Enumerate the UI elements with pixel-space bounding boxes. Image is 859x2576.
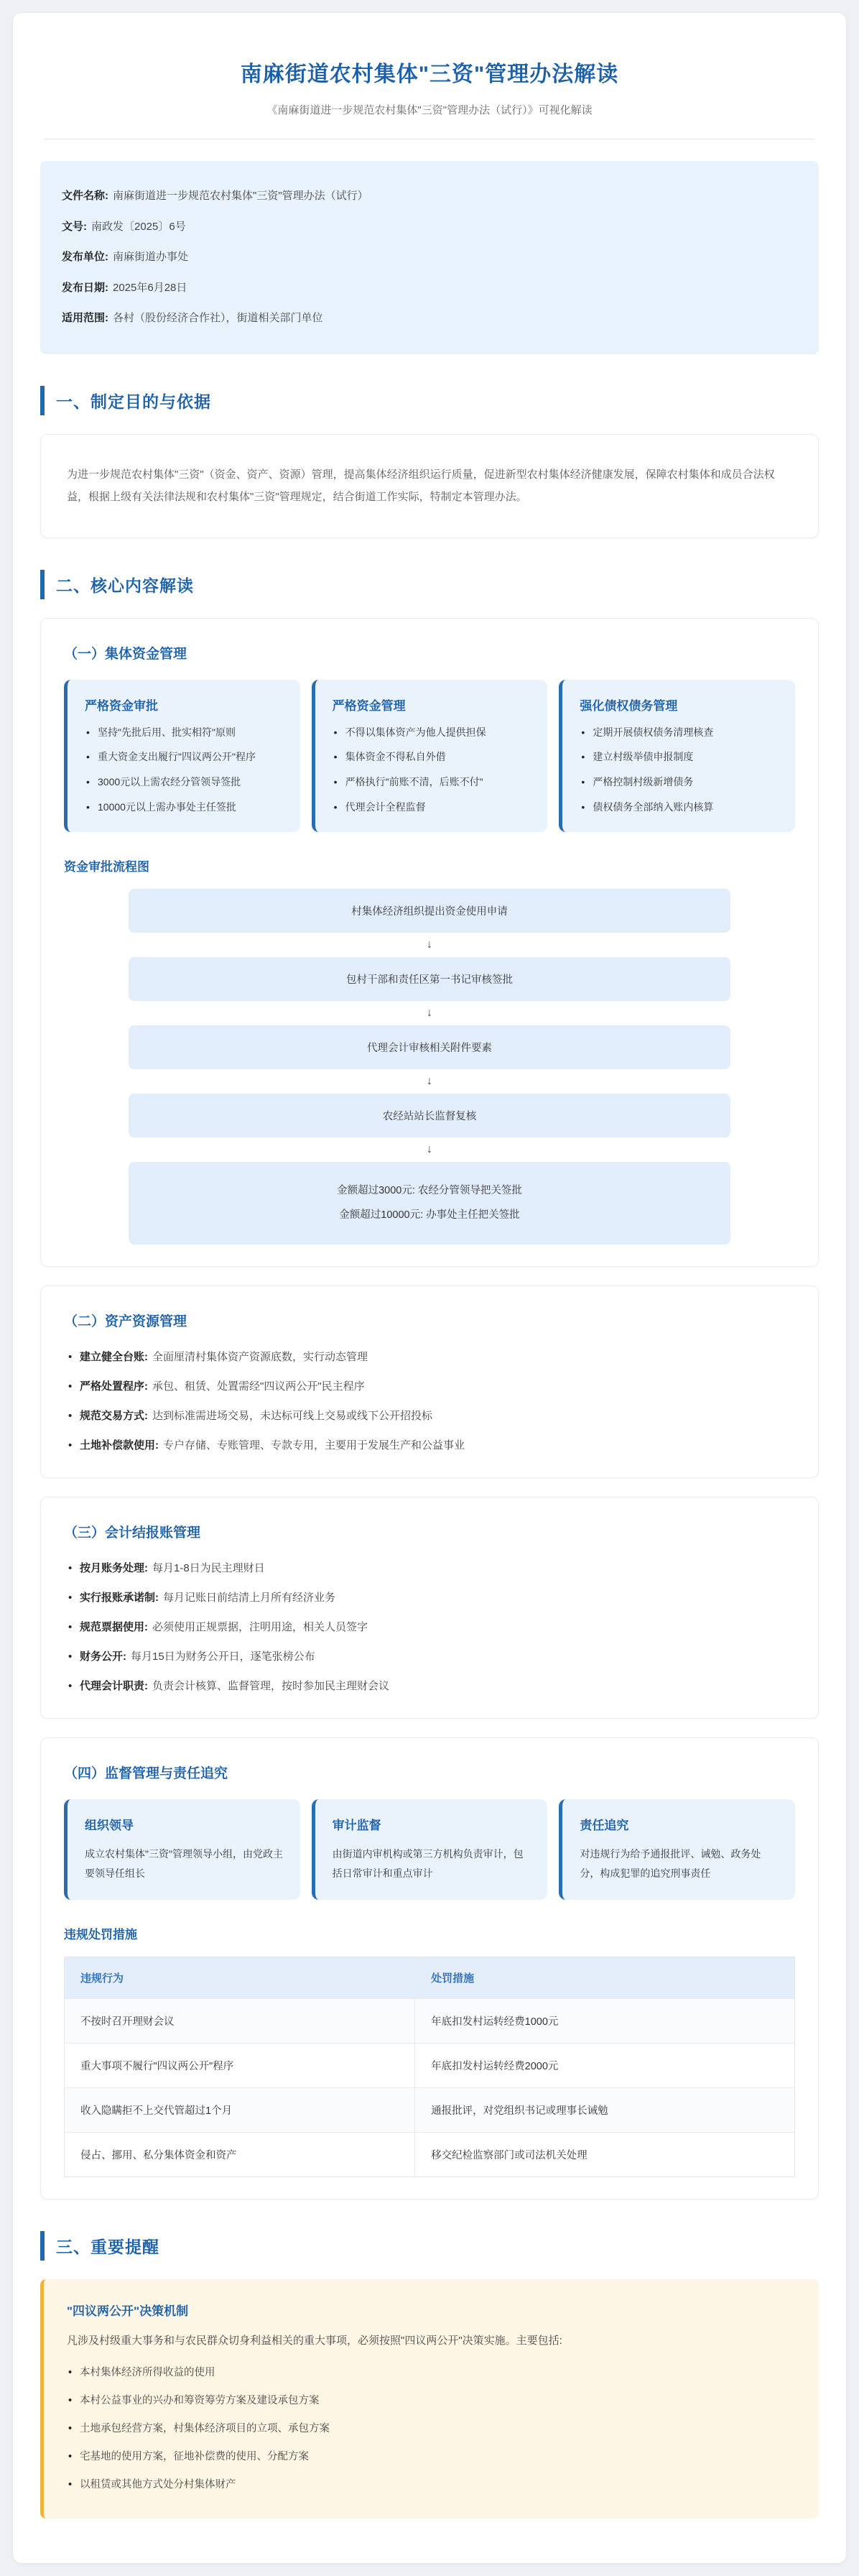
list-item [67, 1619, 792, 1636]
arrow-down-icon: ↓ [427, 1075, 432, 1088]
accounting-bullet-list [64, 1559, 795, 1696]
card-fund-control [312, 680, 548, 833]
arrow-down-icon: ↓ [427, 938, 432, 951]
purpose-paragraph: 为进一步规范农村集体"三资"（资金、资产、资源）管理，提高集体经济组织运行质量，促进新型农村集体经济健康发展，保障农村集体和成员合法权益，根据上级有关法律法规和农村集体"三资"管理规定，结合街道工作实际，特制定本管理办法。 [67, 468, 775, 503]
card-text: 对违规行为给予通报批评、诫勉、政务处分，构成犯罪的追究刑事责任 [580, 1847, 761, 1879]
card-title: 严格资金管理 [332, 698, 406, 713]
arrow-down-icon: ↓ [427, 1143, 432, 1156]
list-item: • 3000元以上需农经分管领导签批 [85, 775, 284, 790]
list-item: • 建立村级举债申报制度 [580, 749, 779, 765]
supervision-panel [40, 1737, 819, 2199]
table-row [65, 1999, 795, 2044]
item-text: 每月记账日前结清上月所有经济业务 [163, 1591, 336, 1604]
info-value: 南麻街道进一步规范农村集体"三资"管理办法（试行） [113, 190, 368, 202]
card-title: 审计监督 [332, 1818, 381, 1832]
section-header-3 [40, 2231, 819, 2261]
card-bullet-list [85, 725, 284, 816]
item-label: 严格处置程序: [80, 1380, 148, 1393]
list-item: • 宅基地的使用方案，征地补偿费的使用、分配方案 [67, 2449, 796, 2465]
notice-bullet-list [67, 2365, 796, 2494]
flow-step-1: 村集体经济组织提出资金使用申请 [129, 889, 730, 933]
cell-punishment: 通报批评，对党组织书记或理事长诫勉 [415, 2088, 795, 2133]
item-label: 代理会计职责: [80, 1679, 148, 1692]
cell-punishment: 年底扣发村运转经费1000元 [415, 1999, 795, 2044]
item-text: 必须使用正规票据，注明用途，相关人员签字 [152, 1620, 368, 1633]
arrow-down-icon: ↓ [427, 1007, 432, 1020]
info-value: 南政发〔2025〕6号 [91, 220, 186, 233]
column-header-violation: 违规行为 [65, 1957, 415, 1999]
list-item [67, 1349, 792, 1366]
table-header-row [65, 1957, 795, 1999]
list-item [67, 1589, 792, 1607]
list-item [67, 1648, 792, 1666]
list-item [67, 1378, 792, 1395]
document-info-box [40, 161, 819, 354]
info-row-doc-number [62, 212, 797, 243]
card-title: 严格资金审批 [85, 698, 158, 713]
flow-step-3: 代理会计审核相关附件要素 [129, 1025, 730, 1069]
list-item: • 10000元以上需办事处主任签批 [85, 800, 284, 816]
info-row-issuer [62, 242, 797, 273]
cell-violation: 不按时召开理财会议 [65, 1999, 415, 2044]
column-header-punishment: 处罚措施 [415, 1957, 795, 1999]
page-subtitle: 《南麻街道进一步规范农村集体"三资"管理办法（试行）》可视化解读 [266, 104, 593, 116]
accounting-panel [40, 1497, 819, 1719]
approval-flowchart [129, 889, 730, 1245]
punishment-table-title: 违规处罚措施 [64, 1928, 137, 1942]
info-value: 2025年6月28日 [113, 281, 187, 294]
item-label: 土地补偿款使用: [80, 1439, 159, 1451]
cell-violation: 侵占、挪用、私分集体资金和资产 [65, 2133, 415, 2177]
item-text: 达到标准需进场交易，未达标可线上交易或线下公开招投标 [152, 1409, 433, 1422]
list-item: • 严格控制村级新增债务 [580, 775, 779, 790]
list-item: • 债权债务全部纳入账内核算 [580, 800, 779, 816]
item-text: 全面厘清村集体资产资源底数，实行动态管理 [152, 1350, 368, 1363]
subsection-title-supervision: （四）监督管理与责任追究 [64, 1765, 228, 1781]
item-label: 财务公开: [80, 1650, 126, 1663]
section-title-purpose: 一、制定目的与依据 [56, 392, 211, 411]
list-item: • 定期开展债权债务清理核查 [580, 725, 779, 741]
card-debt-management [559, 680, 795, 833]
list-item [67, 1408, 792, 1425]
notice-intro: 凡涉及村级重大事务和与农民群众切身利益相关的重大事项，必须按照"四议两公开"决策实施。主要包括: [67, 2335, 562, 2348]
purpose-panel [40, 434, 819, 538]
info-label: 发布日期: [62, 281, 108, 294]
info-row-issue-date [62, 273, 797, 304]
fund-cards-grid [64, 680, 795, 833]
info-row-scope [62, 303, 797, 334]
card-bullet-list [333, 725, 532, 816]
assets-panel [40, 1285, 819, 1478]
flow-step-2: 包村干部和责任区第一书记审核签批 [129, 957, 730, 1001]
item-label: 规范交易方式: [80, 1409, 148, 1422]
reminder-notice-box [40, 2279, 819, 2518]
item-text: 承包、租赁、处置需经"四议两公开"民主程序 [152, 1380, 365, 1393]
cell-punishment: 年底扣发村运转经费2000元 [415, 2044, 795, 2088]
list-item: • 本村公益事业的兴办和筹资筹劳方案及建设承包方案 [67, 2393, 796, 2409]
info-label: 文件名称: [62, 190, 108, 202]
subsection-title-accounting: （三）会计结报账管理 [64, 1525, 201, 1541]
cell-violation: 收入隐瞒拒不上交代管超过1个月 [65, 2088, 415, 2133]
item-text: 每月15日为财务公开日，逐笔张榜公布 [131, 1650, 315, 1663]
table-row [65, 2133, 795, 2177]
table-row [65, 2044, 795, 2088]
list-item: • 集体资金不得私自外借 [333, 749, 532, 765]
info-label: 适用范围: [62, 312, 108, 324]
flow-step-4: 农经站站长监督复核 [129, 1094, 730, 1137]
section-header-2 [40, 570, 819, 599]
section-title-core-content: 二、核心内容解读 [56, 576, 194, 595]
cell-punishment: 移交纪检监察部门或司法机关处理 [415, 2133, 795, 2177]
list-item [67, 1437, 792, 1454]
card-title: 组织领导 [85, 1818, 134, 1832]
flow-final-line-1: 金额超过3000元: 农经分管领导把关签批 [337, 1185, 522, 1197]
list-item: • 土地承包经营方案，村集体经济项目的立项、承包方案 [67, 2421, 796, 2437]
flow-final-line-2: 金额超过10000元: 办事处主任把关签批 [339, 1209, 520, 1221]
item-label: 建立健全台账: [80, 1350, 148, 1363]
card-accountability [559, 1799, 795, 1900]
page-title: 南麻街道农村集体"三资"管理办法解读 [240, 63, 619, 86]
item-label: 按月账务处理: [80, 1561, 148, 1574]
list-item: • 代理会计全程监督 [333, 800, 532, 816]
subsection-title-fund: （一）集体资金管理 [64, 646, 187, 662]
info-value: 各村（股份经济合作社），街道相关部门单位 [113, 312, 323, 324]
list-item: • 不得以集体资产为他人提供担保 [333, 725, 532, 741]
list-item: • 严格执行"前账不清，后账不付" [333, 775, 532, 790]
supervision-cards-grid [64, 1799, 795, 1900]
info-label: 文号: [62, 220, 87, 233]
info-row-file-name [62, 181, 797, 212]
info-value: 南麻街道办事处 [113, 251, 189, 263]
list-item: • 坚持"先批后用、批实相符"原则 [85, 725, 284, 741]
list-item: • 重大资金支出履行"四议两公开"程序 [85, 749, 284, 765]
flow-step-final [129, 1162, 730, 1245]
card-text: 成立农村集体"三资"管理领导小组，由党政主要领导任组长 [85, 1847, 283, 1879]
list-item [67, 1678, 792, 1695]
document-card [13, 13, 846, 2563]
card-text: 由街道内审机构或第三方机构负责审计，包括日常审计和重点审计 [332, 1847, 524, 1879]
list-item: • 以租赁或其他方式处分村集体财产 [67, 2477, 796, 2493]
item-label: 实行报账承诺制: [80, 1591, 159, 1604]
card-bullet-list [580, 725, 779, 816]
item-text: 每月1-8日为民主理财日 [152, 1561, 265, 1574]
list-item [67, 1560, 792, 1577]
info-label: 发布单位: [62, 251, 108, 263]
item-text: 专户存储、专账管理、专款专用，主要用于发展生产和公益事业 [163, 1439, 465, 1451]
fund-management-panel [40, 618, 819, 1267]
assets-bullet-list [64, 1347, 795, 1456]
table-row [65, 2088, 795, 2133]
item-text: 负责会计核算、监督管理，按时参加民主理财会议 [152, 1679, 390, 1692]
card-org-leadership [64, 1799, 300, 1900]
card-audit-supervision [312, 1799, 548, 1900]
cell-violation: 重大事项不履行"四议两公开"程序 [65, 2044, 415, 2088]
card-title: 强化债权债务管理 [580, 698, 678, 713]
subsection-title-assets: （二）资产资源管理 [64, 1314, 187, 1329]
card-title: 责任追究 [580, 1818, 629, 1832]
flowchart-title: 资金审批流程图 [64, 860, 149, 874]
section-header-1 [40, 386, 819, 415]
punishment-table [64, 1957, 795, 2177]
card-fund-approval [64, 680, 300, 833]
item-label: 规范票据使用: [80, 1620, 148, 1633]
section-title-reminder: 三、重要提醒 [56, 2238, 159, 2257]
list-item: • 本村集体经济所得收益的使用 [67, 2365, 796, 2381]
notice-title: "四议两公开"决策机制 [67, 2304, 189, 2319]
